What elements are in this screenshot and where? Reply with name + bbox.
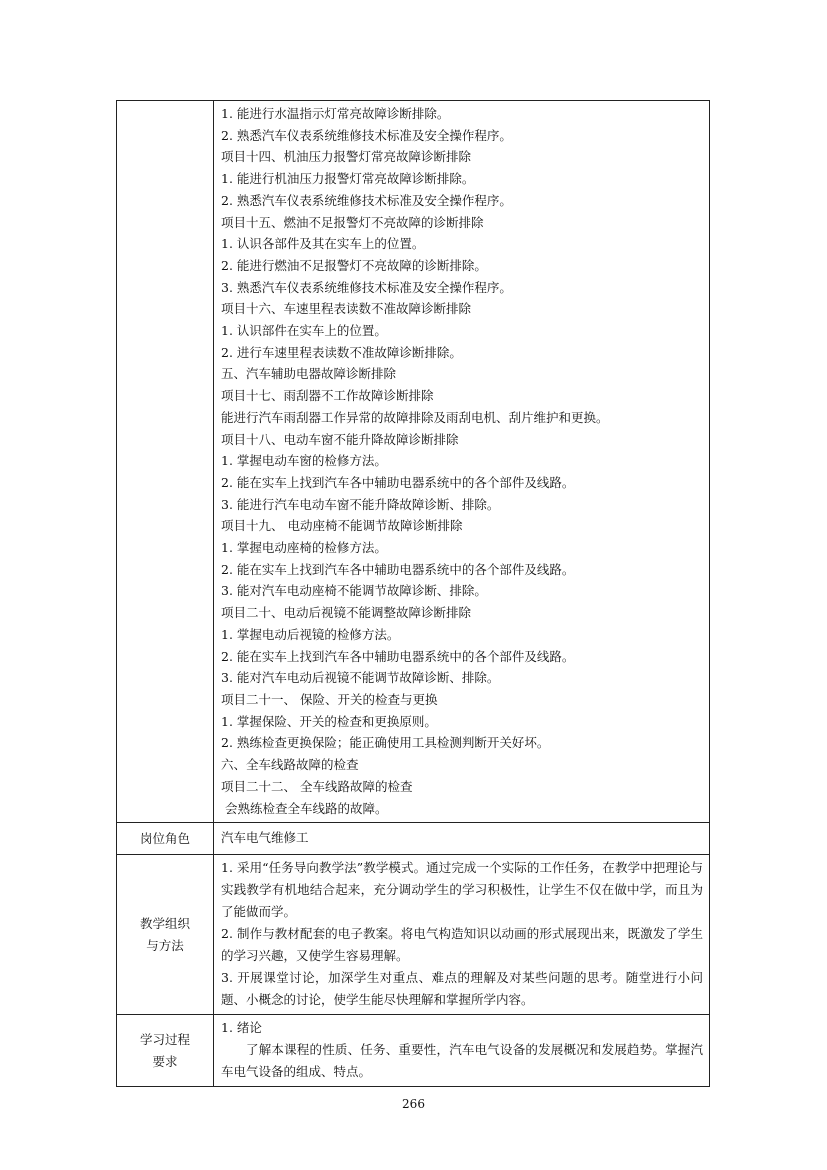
content-line: 项目十七、雨刮器不工作故障诊断排除 <box>221 388 434 404</box>
content-line: 2. 能在实车上找到汽车各中辅助电器系统中的各个部件及线路。 <box>221 648 575 664</box>
content-line: 项目十八、电动车窗不能升降故障诊断排除 <box>221 431 459 447</box>
content-line: 1. 掌握保险、开关的检查和更换原则。 <box>221 713 437 729</box>
content-line: 1. 掌握电动座椅的检修方法。 <box>221 540 387 556</box>
learning-content <box>214 1015 710 1087</box>
role-value: 汽车电气维修工 <box>214 823 710 855</box>
role-row <box>117 823 710 855</box>
teaching-row <box>117 855 710 1015</box>
content-line: 2. 能在实车上找到汽车各中辅助电器系统中的各个部件及线路。 <box>221 561 575 577</box>
content-line: 3. 能对汽车电动座椅不能调节故障诊断、排除。 <box>221 583 487 599</box>
content-line: 1. 认识部件在实车上的位置。 <box>221 323 387 339</box>
role-label: 岗位角色 <box>117 823 214 855</box>
content-line: 2. 能在实车上找到汽车各中辅助电器系统中的各个部件及线路。 <box>221 474 575 490</box>
learning-label-line2: 要求 <box>152 1053 178 1069</box>
content-line: 3. 熟悉汽车仪表系统维修技术标准及安全操作程序。 <box>221 279 512 295</box>
learning-label <box>117 1015 214 1087</box>
content-line: 2. 能进行燃油不足报警灯不亮故障的诊断排除。 <box>221 257 487 273</box>
teaching-paragraph: 3. 开展课堂讨论，加深学生对重点、难点的理解及对某些问题的思考。随堂进行小问题、小概念的讨论，使学生能尽快理解和掌握所学内容。 <box>221 970 703 1008</box>
content-line: 1. 认识各部件及其在实车上的位置。 <box>221 236 425 252</box>
content-line: 2. 进行车速里程表读数不准故障诊断排除。 <box>221 344 462 360</box>
content-line: 2. 熟悉汽车仪表系统维修技术标准及安全操作程序。 <box>221 127 512 143</box>
learning-heading: 1. 绪论 <box>221 1020 262 1036</box>
teaching-label-line2: 与方法 <box>146 937 184 953</box>
content-line: 项目二十、电动后视镜不能调整故障诊断排除 <box>221 605 472 621</box>
content-row <box>117 101 710 823</box>
content-line: 项目十六、车速里程表读数不准故障诊断排除 <box>221 301 472 317</box>
content-line: 项目十四、机油压力报警灯常亮故障诊断排除 <box>221 149 472 165</box>
course-table <box>116 100 710 1087</box>
content-line: 1. 能进行机油压力报警灯常亮故障诊断排除。 <box>221 171 475 187</box>
content-line: 项目十五、燃油不足报警灯不亮故障的诊断排除 <box>221 214 484 230</box>
content-line: 1. 掌握电动后视镜的检修方法。 <box>221 626 400 642</box>
learning-body: 了解本课程的性质、任务、重要性，汽车电气设备的发展概况和发展趋势。掌握汽车电气设备的组成、特点。 <box>221 1042 703 1080</box>
content-cell <box>214 101 710 823</box>
empty-label-cell <box>117 101 214 823</box>
content-line: 2. 熟悉汽车仪表系统维修技术标准及安全操作程序。 <box>221 192 512 208</box>
content-line: 3. 能进行汽车电动车窗不能升降故障诊断、排除。 <box>221 496 500 512</box>
page-number: 266 <box>402 1097 425 1111</box>
content-line: 会熟练检查全车线路的故障。 <box>221 800 388 816</box>
content-line: 六、全车线路故障的检查 <box>221 757 359 773</box>
teaching-paragraph: 2. 制作与教材配套的电子教案。将电气构造知识以动画的形式展现出来，既激发了学生的学习兴趣，又使学生容易理解。 <box>221 926 703 964</box>
content-line: 项目十九、 电动座椅不能调节故障诊断排除 <box>221 518 463 534</box>
content-line: 五、汽车辅助电器故障诊断排除 <box>221 366 397 382</box>
learning-row <box>117 1015 710 1087</box>
teaching-label <box>117 855 214 1015</box>
content-line: 1. 掌握电动车窗的检修方法。 <box>221 453 387 469</box>
teaching-paragraph: 1. 采用“任务导向教学法”教学模式。通过完成一个实际的工作任务，在教学中把理论与实践教学有机地结合起来，充分调动学生的学习积极性，让学生不仅在做中学，而且为了能做而学。 <box>221 860 703 920</box>
learning-label-line1: 学习过程 <box>139 1031 190 1047</box>
content-line: 项目二十二、 全车线路故障的检查 <box>221 778 413 794</box>
content-line: 能进行汽车雨刮器工作异常的故障排除及雨刮电机、刮片维护和更换。 <box>221 409 609 425</box>
content-line: 2. 熟练检查更换保险；能正确使用工具检测判断开关好坏。 <box>221 735 550 751</box>
content-line: 项目二十一、 保险、开关的检查与更换 <box>221 691 438 707</box>
teaching-content <box>214 855 710 1015</box>
teaching-label-line1: 教学组织 <box>139 915 190 931</box>
content-line: 1. 能进行水温指示灯常亮故障诊断排除。 <box>221 106 450 121</box>
content-line: 3. 能对汽车电动后视镜不能调节故障诊断、排除。 <box>221 670 500 686</box>
